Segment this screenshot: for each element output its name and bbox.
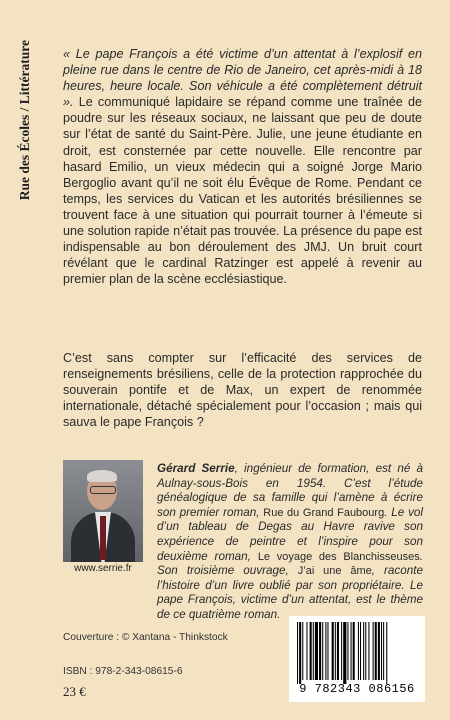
book-title: J’ai une âme	[297, 565, 372, 578]
barcode-bar	[297, 622, 298, 684]
barcode-bar	[347, 622, 348, 680]
author-name: Gérard Serrie	[157, 462, 235, 475]
author-website: www.serrie.fr	[74, 563, 132, 574]
book-title: Le voyage des Blanchisseuses	[257, 550, 420, 563]
author-bio	[157, 462, 423, 623]
barcode-bar	[360, 622, 361, 680]
author-bio-text: . Son troisième ouvrage,	[157, 549, 423, 578]
cover-credit: Couverture : © Xantana - Thinkstock	[63, 632, 228, 643]
blurb-closing: C’est sans compter sur l’efficacité des services de renseignements brésiliens, celle de la protection rapprochée du souverain pontife et de Max, un expert de renommée internationale, détaché spécialement pour l’occasion ; mais qui sauva le pape François ?	[63, 351, 422, 430]
barcode-bar	[310, 622, 312, 680]
barcode-bar	[351, 622, 352, 680]
book-title: Rue du Grand Faubourg	[263, 506, 385, 519]
barcode-bar	[332, 622, 334, 680]
barcode-digits: 9 782343 086156	[299, 682, 415, 696]
barcode-bar	[353, 622, 355, 680]
barcode-bar	[386, 622, 387, 684]
barcode-bar	[373, 622, 374, 680]
barcode-bar	[327, 622, 328, 680]
barcode-bar	[302, 622, 303, 680]
author-bio-text: . Le vol d’un tableau de Degas au Havre ravive son expérience de peintre et l’inspire pour son deuxième roman,	[157, 505, 424, 563]
barcode-bar	[378, 622, 380, 680]
barcode-bar	[322, 622, 323, 680]
barcode-bar	[313, 622, 314, 680]
barcode-bar	[363, 622, 364, 680]
barcode-bar	[325, 622, 326, 680]
author-photo	[63, 460, 143, 562]
author-bio-text: , ingénieur de formation, est né à Aulnay-sous-Bois en 1954. C’est l’étude généalogique de sa famille qui l’amène à écrire son premier roman,	[157, 462, 424, 519]
barcode-bar	[358, 622, 359, 680]
isbn: ISBN : 978-2-343-08615-6	[63, 666, 183, 677]
barcode-bar	[341, 622, 342, 680]
price: 23 €	[63, 684, 86, 699]
blurb-quote: « Le pape François a été victime d’un attentat à l’explosif en pleine rue dans le centre de Rio de Janeiro, cet après-midi à 18 heures, heure locale. Son véhicule a été complètement détruit ».	[63, 47, 422, 110]
barcode-bar	[319, 622, 321, 680]
isbn-barcode	[289, 616, 425, 702]
blurb-paragraph	[63, 46, 422, 287]
barcode-bar	[306, 622, 307, 680]
series-name: Rue des Écoles / Littérature	[17, 40, 32, 201]
barcode-bar	[368, 622, 369, 680]
barcode-bar	[335, 622, 336, 680]
series-spine-label	[10, 40, 40, 240]
barcode-bar	[383, 622, 384, 680]
barcode-bar	[337, 622, 339, 680]
barcode-bar	[299, 622, 301, 684]
author-bio-text: , raconte l’histoire d’un livre oublié par son propriétaire. Le pape François, victime d’un attentat, est le thème de ce quatrième roman.	[157, 564, 423, 621]
barcode-bar	[375, 622, 377, 680]
barcode-bar	[343, 622, 346, 684]
barcode-bar	[315, 622, 318, 680]
barcode-bar	[365, 622, 366, 680]
barcode-bar	[381, 622, 382, 680]
barcode-bars	[297, 622, 417, 684]
blurb-body: Le communiqué lapidaire se répand comme une traînée de poudre sur les réseaux sociaux, ne laissant que peu de doute sur l’état de santé du Saint-Père. Julie, une jeune étudiante en droit, est consternée par cette nouvelle. Elle rencontre par hasard Emilio, un vieux médecin qui a soigné Jorge Mario Bergoglio avant qu’il ne soit élu Évêque de Rome. Pendant ce temps, les services du Vatican et les autorités brésiliennes se trouvent face à une situation qui pourrait tourner à l’émeute si une solution rapide n’était pas trouvée. La présence du pape est indispensable au bon déroulement des JMJ. Un bruit court révélant que le cardinal Ratzinger est appelé à revenir au premier plan de la scène ecclésiastique.	[63, 95, 422, 287]
